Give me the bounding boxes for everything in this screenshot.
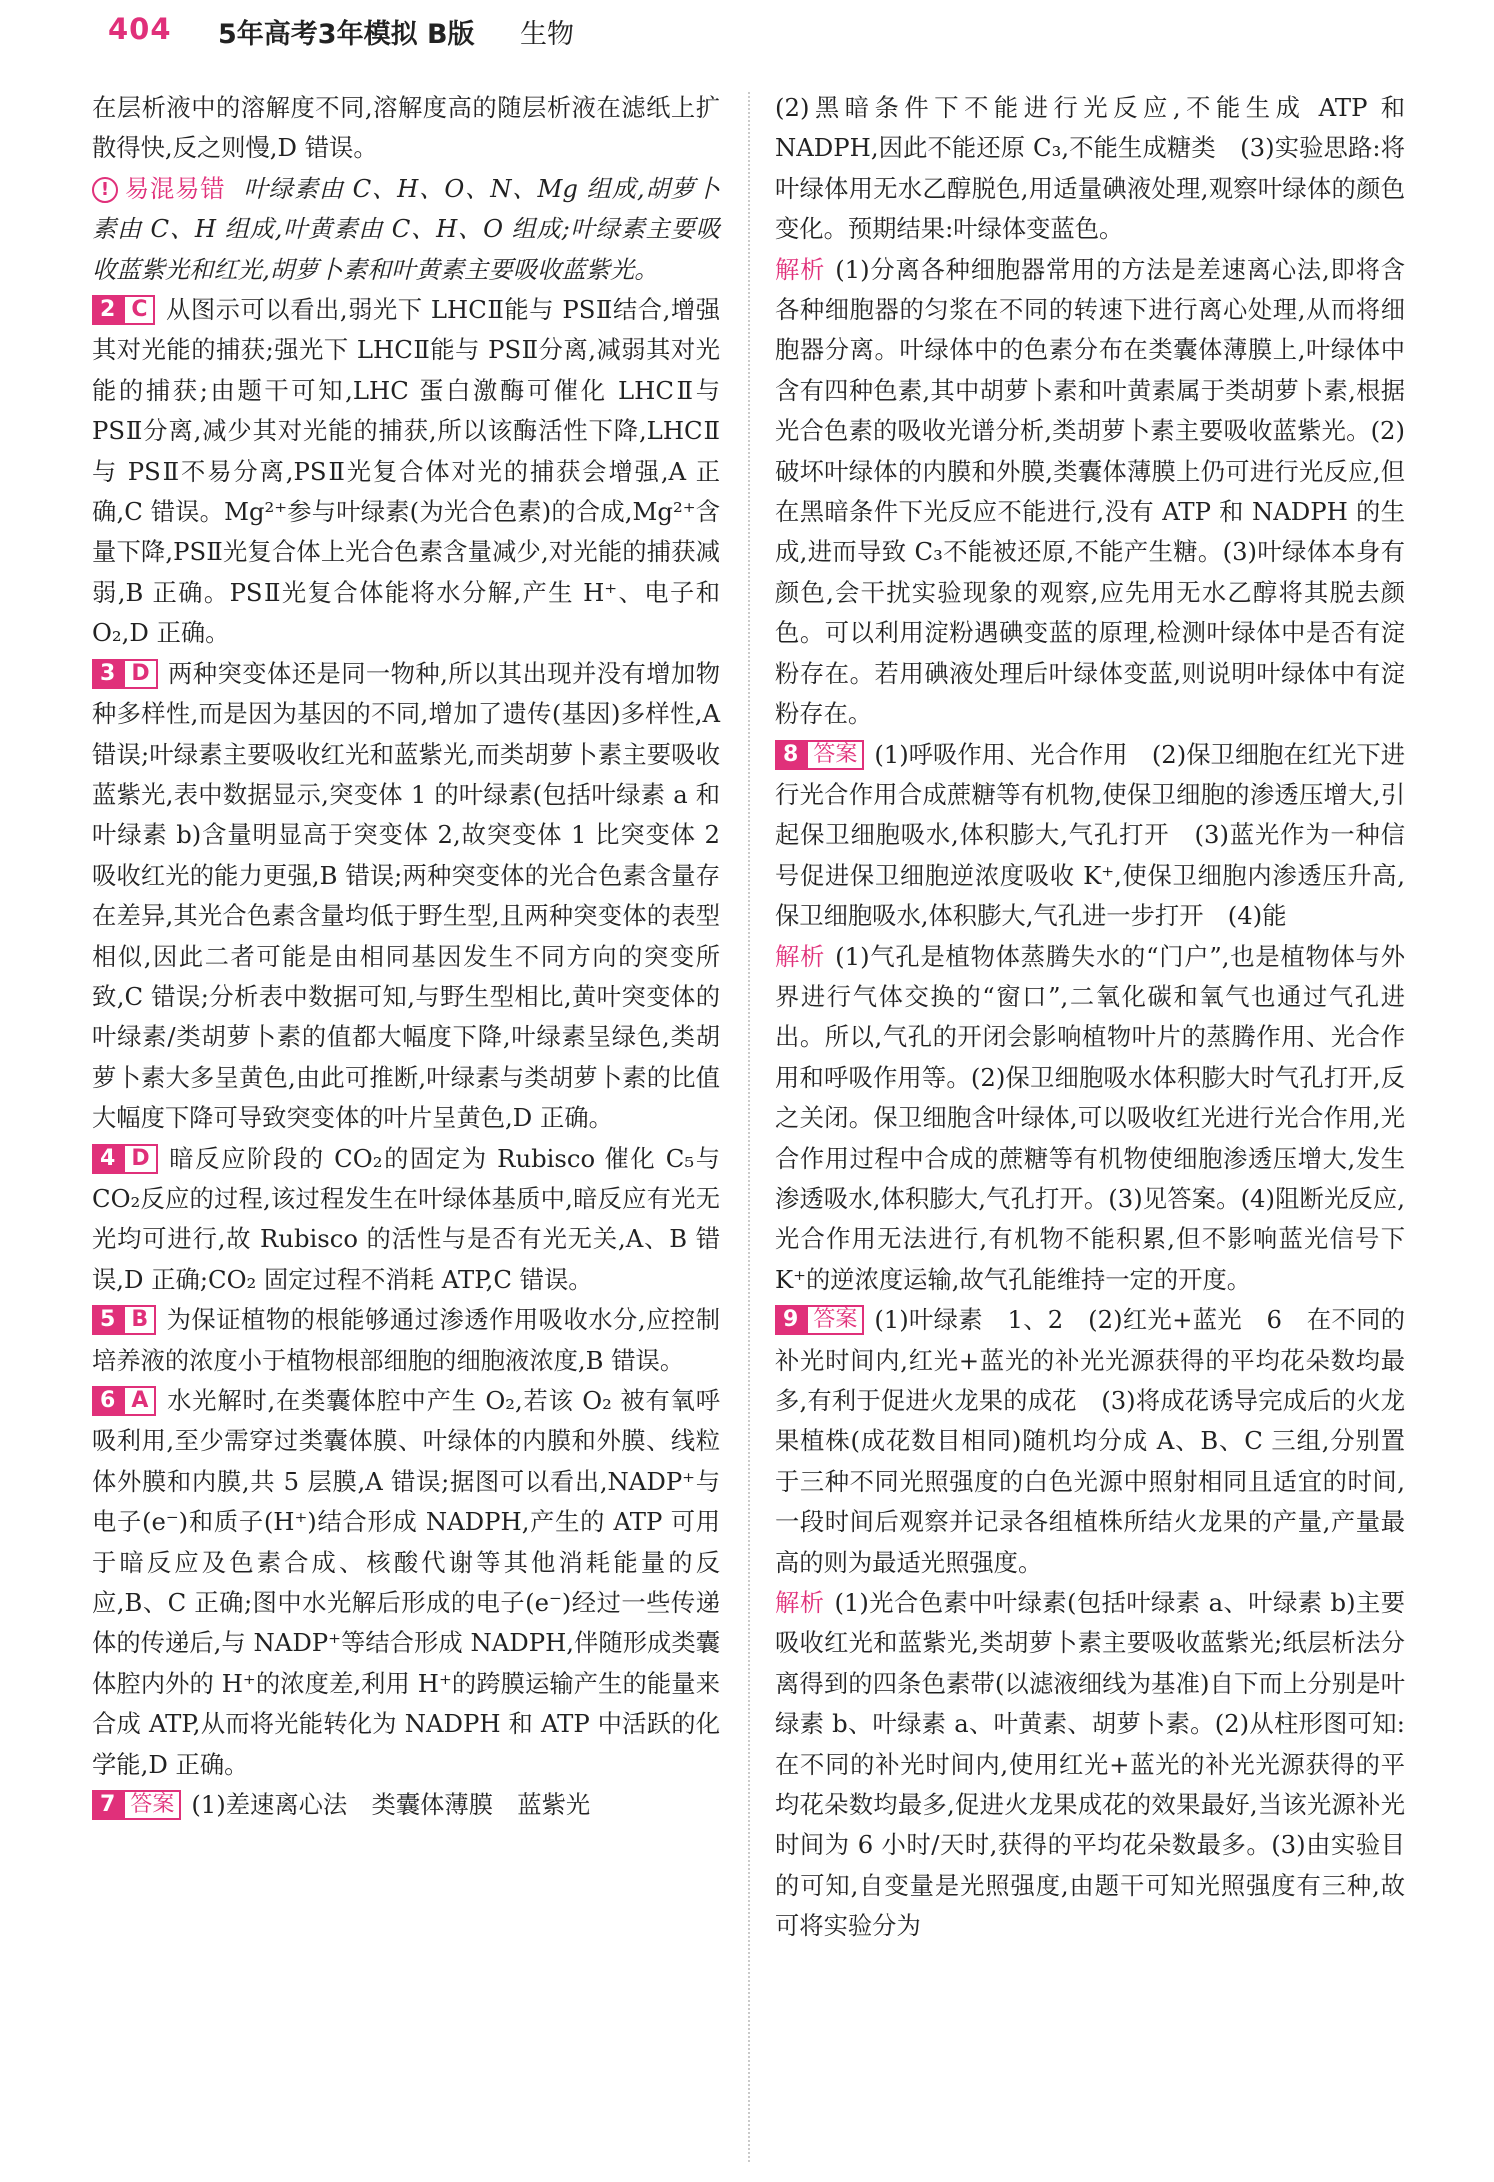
answer-letter: A (123, 1386, 156, 1416)
question-number: 5 (92, 1305, 123, 1335)
answer-item-9 (775, 1300, 1405, 1583)
answer-text: (1)叶绿素 1、2 (2)红光+蓝光 6 在不同的补光时间内,红光+蓝光的补光光源获得的平均花朵数均最多,有利于促进火龙果的成花 (3)将成花诱导完成后的火龙果植株(成花数目相同)随机均分成 A、B、C 三组,分别置于三种不同光照强度的白色光源中照射相同且适宜的时间,一段时间后观察并记录各组植株所结火龙果的产量,产量最高的则为最适光照强度。 (775, 1305, 1405, 1577)
answer-7-continued: (2)黑暗条件下不能进行光反应,不能生成 ATP 和 NADPH,因此不能还原 C₃,不能生成糖类 (3)实验思路:将叶绿体用无水乙醇脱色,用适量碘液处理,观察叶绿体的颜色变化。预期结果:叶绿体变蓝色。 (775, 93, 1405, 244)
analysis-text: (1)光合色素中叶绿素(包括叶绿素 a、叶绿素 b)主要吸收红光和蓝紫光,类胡萝卜素主要吸收蓝紫光;纸层析法分离得到的四条色素带(以滤液细线为基准)自下而上分别是叶绿素 b、叶绿素 a、叶黄素、胡萝卜素。(2)从柱形图可知:在不同的补光时间内,使用红光+蓝光的补光光源获得的平均花朵数均最多,促进火龙果成花的效果最好,当该光源补光时间为 6 小时/天时,获得的平均花朵数最多。(3)由实验目的可知,自变量是光照强度,由题干可知光照强度有三种,故可将实验分为 (775, 1588, 1406, 1941)
answer-letter: D (123, 659, 157, 689)
question-number: 2 (92, 295, 123, 325)
question-number: 8 (775, 740, 806, 770)
answer-item-8 (775, 735, 1405, 937)
page-number: 404 (108, 12, 172, 46)
answer-letter: D (123, 1144, 157, 1174)
analysis-8 (775, 937, 1405, 1301)
answer-text: 暗反应阶段的 CO₂的固定为 Rubisco 催化 C₅与 CO₂反应的过程,该过程发生在叶绿体基质中,暗反应有光无光均可进行,故 Rubisco 的活性与是否有光无关,A、B 错误,D 正确;CO₂ 固定过程不消耗 ATP,C 错误。 (92, 1143, 720, 1294)
answer-item-2 (92, 290, 720, 654)
answer-text: 从图示可以看出,弱光下 LHCⅡ能与 PSⅡ结合,增强其对光能的捕获;强光下 LHCⅡ能与 PSⅡ分离,减弱其对光能的捕获;由题干可知,LHC 蛋白激酶可催化 LHCⅡ与 PSⅡ分离,减少其对光能的捕获,所以该酶活性下降,LHCⅡ与 PSⅡ不易分离,PSⅡ光复合体对光的捕获会增强,A 正确,C 错误。Mg²⁺参与叶绿素(为光合色素)的合成,Mg²⁺含量下降,PSⅡ光复合体上光合色素含量减少,对光能的捕获减弱,B 正确。PSⅡ光复合体能将水分解,产生 H⁺、电子和 O₂,D 正确。 (92, 295, 720, 648)
question-marker-3 (92, 659, 158, 689)
question-number: 9 (775, 1305, 806, 1335)
analysis-text: (1)气孔是植物体蒸腾失水的“门户”,也是植物体与外界进行气体交换的“窗口”,二氧化碳和氧气也通过气孔进出。所以,气孔的开闭会影响植物叶片的蒸腾作用、光合作用和呼吸作用等。(2)保卫细胞吸水体积膨大时气孔打开,反之关闭。保卫细胞含叶绿体,可以吸收红光进行光合作用,光合作用过程中合成的蔗糖等有机物使细胞渗透压增大,发生渗透吸水,体积膨大,气孔打开。(3)见答案。(4)阻断光反应,光合作用无法进行,有机物不能积累,但不影响蓝光信号下 K⁺的逆浓度运输,故气孔能维持一定的开度。 (775, 941, 1406, 1294)
answer-item-5 (92, 1300, 720, 1381)
answer-text: 水光解时,在类囊体腔中产生 O₂,若该 O₂ 被有氧呼吸利用,至少需穿过类囊体膜、叶绿体的内膜和外膜、线粒体外膜和内膜,共 5 层膜,A 错误;据图可以看出,NADP⁺与电子(e⁻)和质子(H⁺)结合形成 NADPH,产生的 ATP 可用于暗反应及色素合成、核酸代谢等其他消耗能量的反应,B、C 正确;图中水光解后形成的电子(e⁻)经过一些传递体的传递后,与 NADP⁺等结合形成 NADPH,伴随形成类囊体腔内外的 H⁺的浓度差,利用 H⁺的跨膜运输产生的能量来合成 ATP,从而将光能转化为 NADPH 和 ATP 中活跃的化学能,D 正确。 (92, 1386, 720, 1779)
analysis-label: 解析 (775, 1588, 825, 1618)
question-number: 4 (92, 1144, 123, 1174)
analysis-text: (1)分离各种细胞器常用的方法是差速离心法,即将含各种细胞器的匀浆在不同的转速下进行离心处理,从而将细胞器分离。叶绿体中的色素分布在类囊体薄膜上,叶绿体中含有四种色素,其中胡萝卜素和叶黄素属于类胡萝卜素,根据光合色素的吸收光谱分析,类胡萝卜素主要吸收蓝紫光。(2)破坏叶绿体的内膜和外膜,类囊体薄膜上仍可进行光反应,但在黑暗条件下光反应不能进行,没有 ATP 和 NADPH 的生成,进而导致 C₃不能被还原,不能产生糖。(3)叶绿体本身有颜色,会干扰实验现象的观察,应先用无水乙醇将其脱去颜色。可以利用淀粉遇碘变蓝的原理,检测叶绿体中是否有淀粉存在。若用碘液处理后叶绿体变蓝,则说明叶绿体中有淀粉存在。 (775, 254, 1406, 729)
answer-label: 答案 (806, 1305, 864, 1335)
book-title: 5年高考3年模拟 B版 (218, 19, 475, 50)
exclamation-icon: ! (92, 177, 118, 203)
answer-text: 两种突变体还是同一物种,所以其出现并没有增加物种多样性,而是因为基因的不同,增加了遗传(基因)多样性,A 错误;叶绿素主要吸收红光和蓝紫光,而类胡萝卜素主要吸收蓝紫光,表中数据显示,突变体 1 的叶绿素(包括叶绿素 a 和叶绿素 b)含量明显高于突变体 2,故突变体 1 比突变体 2 吸收红光的能力更强,B 错误;两种突变体的光合色素含量存在差异,其光合色素含量均低于野生型,且两种突变体的表型相似,因此二者可能是由相同基因发生不同方向的突变所致,C 错误;分析表中数据可知,与野生型相比,黄叶突变体的叶绿素/类胡萝卜素的值都大幅度下降,叶绿素呈绿色,类胡萝卜素大多呈黄色,由此可推断,叶绿素与类胡萝卜素的比值大幅度下降可导致突变体的叶片呈黄色,D 正确。 (92, 658, 720, 1133)
answer-label: 答案 (123, 1790, 181, 1820)
answer-item-4 (92, 1139, 720, 1301)
answer-text: (1)呼吸作用、光合作用 (2)保卫细胞在红光下进行光合作用合成蔗糖等有机物,使保卫细胞的渗透压增大,引起保卫细胞吸水,体积膨大,气孔打开 (3)蓝光作为一种信号促进保卫细胞逆浓度吸收 K⁺,使保卫细胞内渗透压升高,保卫细胞吸水,体积膨大,气孔进一步打开 (4)能 (775, 739, 1405, 931)
question-marker-2 (92, 295, 155, 325)
question-number: 6 (92, 1386, 123, 1416)
answer-letter: C (123, 295, 155, 325)
question-marker-8 (775, 740, 864, 770)
answer-text: (1)差速离心法 类囊体薄膜 蓝紫光 (191, 1790, 591, 1820)
page-header (0, 0, 1494, 64)
answer-item-3 (92, 654, 720, 1139)
left-column (92, 88, 720, 1825)
question-marker-7 (92, 1790, 181, 1820)
question-number: 7 (92, 1790, 123, 1820)
tip-box (92, 169, 720, 290)
column-divider (748, 92, 750, 2162)
question-marker-4 (92, 1144, 158, 1174)
analysis-7 (775, 250, 1405, 735)
answer-item-7 (92, 1785, 720, 1825)
question-marker-6 (92, 1386, 156, 1416)
answer-label: 答案 (806, 740, 864, 770)
analysis-label: 解析 (775, 941, 826, 971)
paragraph-continued: 在层析液中的溶解度不同,溶解度高的随层析液在滤纸上扩散得快,反之则慢,D 错误。 (92, 93, 720, 163)
book-subject: 生物 (520, 19, 574, 50)
tip-text: 叶绿素由 C、H、O、N、Mg 组成,胡萝卜素由 C、H 组成,叶黄素由 C、H、O 组成;叶绿素主要吸收蓝紫光和红光,胡萝卜素和叶黄素主要吸收蓝紫光。 (92, 173, 720, 284)
answer-text: 为保证植物的根能够通过渗透作用吸收水分,应控制培养液的浓度小于植物根部细胞的细胞液浓度,B 错误。 (92, 1305, 720, 1375)
analysis-label: 解析 (775, 254, 826, 284)
analysis-9 (775, 1583, 1405, 1947)
answer-letter: B (123, 1305, 156, 1335)
question-marker-9 (775, 1305, 864, 1335)
question-marker-5 (92, 1305, 156, 1335)
answer-item-6 (92, 1381, 720, 1785)
tip-label: 易混易错 (124, 173, 226, 203)
right-column (775, 88, 1405, 1947)
question-number: 3 (92, 659, 123, 689)
